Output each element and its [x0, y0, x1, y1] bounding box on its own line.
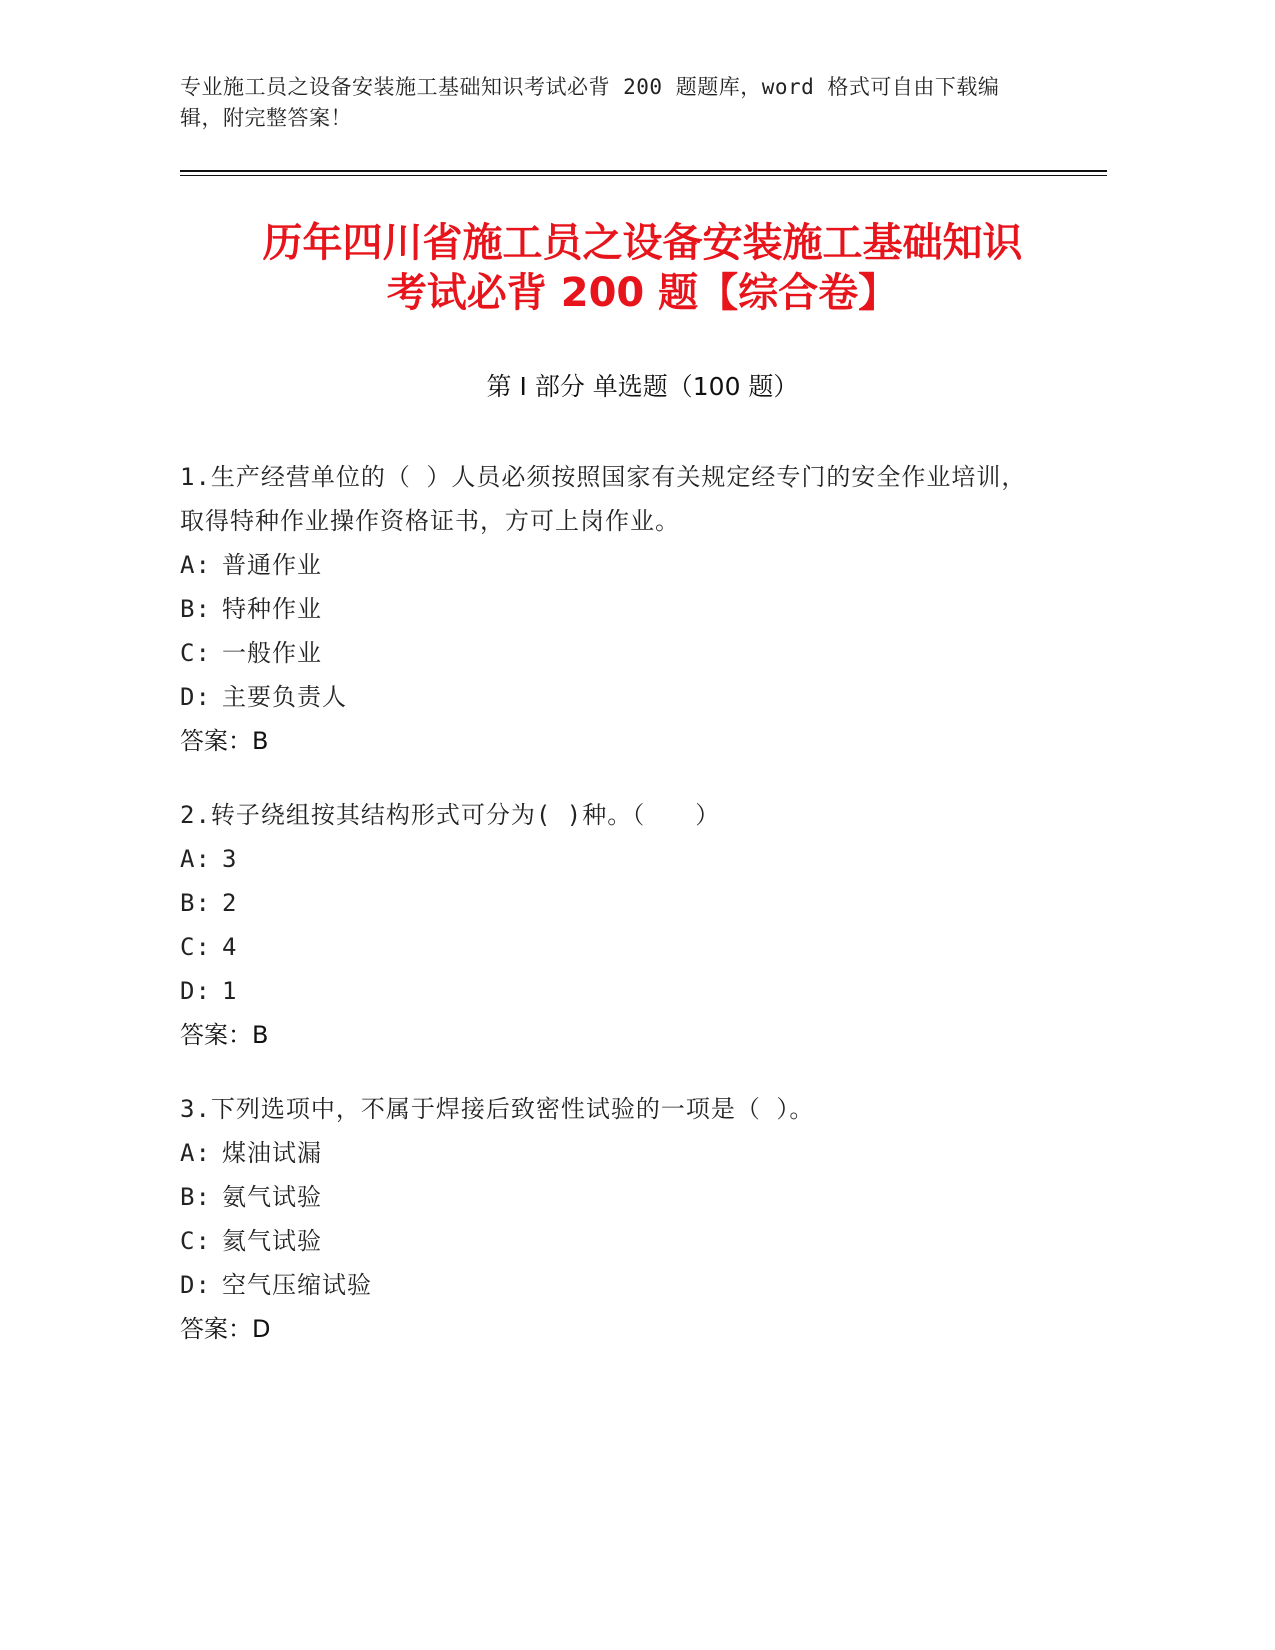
question-answer: 答案：D: [180, 1315, 271, 1343]
option-key: A:: [180, 551, 211, 579]
option-text: 氦气试验: [222, 1227, 322, 1255]
question-option: [180, 925, 1050, 969]
question-option: [180, 837, 1050, 881]
question-list: [180, 455, 1050, 1381]
document-title: [180, 218, 1105, 318]
question-item: [180, 1087, 1050, 1351]
option-text: 氨气试验: [222, 1183, 322, 1211]
option-key: B:: [180, 889, 211, 917]
question-stem: 2.转子绕组按其结构形式可分为( )种。（ ）: [180, 801, 721, 829]
question-option: [180, 543, 1050, 587]
option-key: B:: [180, 1183, 211, 1211]
question-stem: 1.生产经营单位的（ ）人员必须按照国家有关规定经专门的安全作业培训，取得特种作业操作资格证书，方可上岗作业。: [180, 463, 1027, 535]
header-divider-thick: [180, 170, 1107, 172]
question-answer: 答案：B: [180, 1021, 269, 1049]
question-option: [180, 587, 1050, 631]
question-item: [180, 793, 1050, 1057]
option-key: C:: [180, 639, 211, 667]
option-text: 特种作业: [222, 595, 322, 623]
option-text: 3: [222, 845, 238, 873]
document-title-line-2: 考试必背 200 题【综合卷】: [386, 270, 899, 316]
question-stem: 3.下列选项中，不属于焊接后致密性试验的一项是（ ）。: [180, 1095, 815, 1123]
document-title-line-1: 历年四川省施工员之设备安装施工基础知识: [262, 220, 1023, 266]
question-option: [180, 1263, 1050, 1307]
option-text: 一般作业: [222, 639, 322, 667]
option-key: B:: [180, 595, 211, 623]
option-text: 空气压缩试验: [222, 1271, 372, 1299]
question-item: [180, 455, 1050, 763]
header-note: 专业施工员之设备安装施工基础知识考试必背 200 题题库，word 格式可自由下载编辑，附完整答案！: [180, 75, 1000, 130]
option-key: D:: [180, 1271, 211, 1299]
question-option: [180, 881, 1050, 925]
question-answer: 答案：B: [180, 727, 269, 755]
option-key: D:: [180, 977, 211, 1005]
question-option: [180, 1175, 1050, 1219]
header-divider-thin: [180, 175, 1107, 176]
option-key: C:: [180, 933, 211, 961]
option-key: D:: [180, 683, 211, 711]
option-text: 1: [222, 977, 238, 1005]
option-text: 4: [222, 933, 238, 961]
option-key: A:: [180, 1139, 211, 1167]
question-option: [180, 675, 1050, 719]
option-text: 煤油试漏: [222, 1139, 322, 1167]
option-text: 2: [222, 889, 238, 917]
option-key: C:: [180, 1227, 211, 1255]
option-text: 普通作业: [222, 551, 322, 579]
question-option: [180, 631, 1050, 675]
option-key: A:: [180, 845, 211, 873]
section-heading: 第 I 部分 单选题（100 题）: [486, 372, 799, 401]
option-text: 主要负责人: [222, 683, 347, 711]
question-option: [180, 969, 1050, 1013]
question-option: [180, 1219, 1050, 1263]
question-option: [180, 1131, 1050, 1175]
